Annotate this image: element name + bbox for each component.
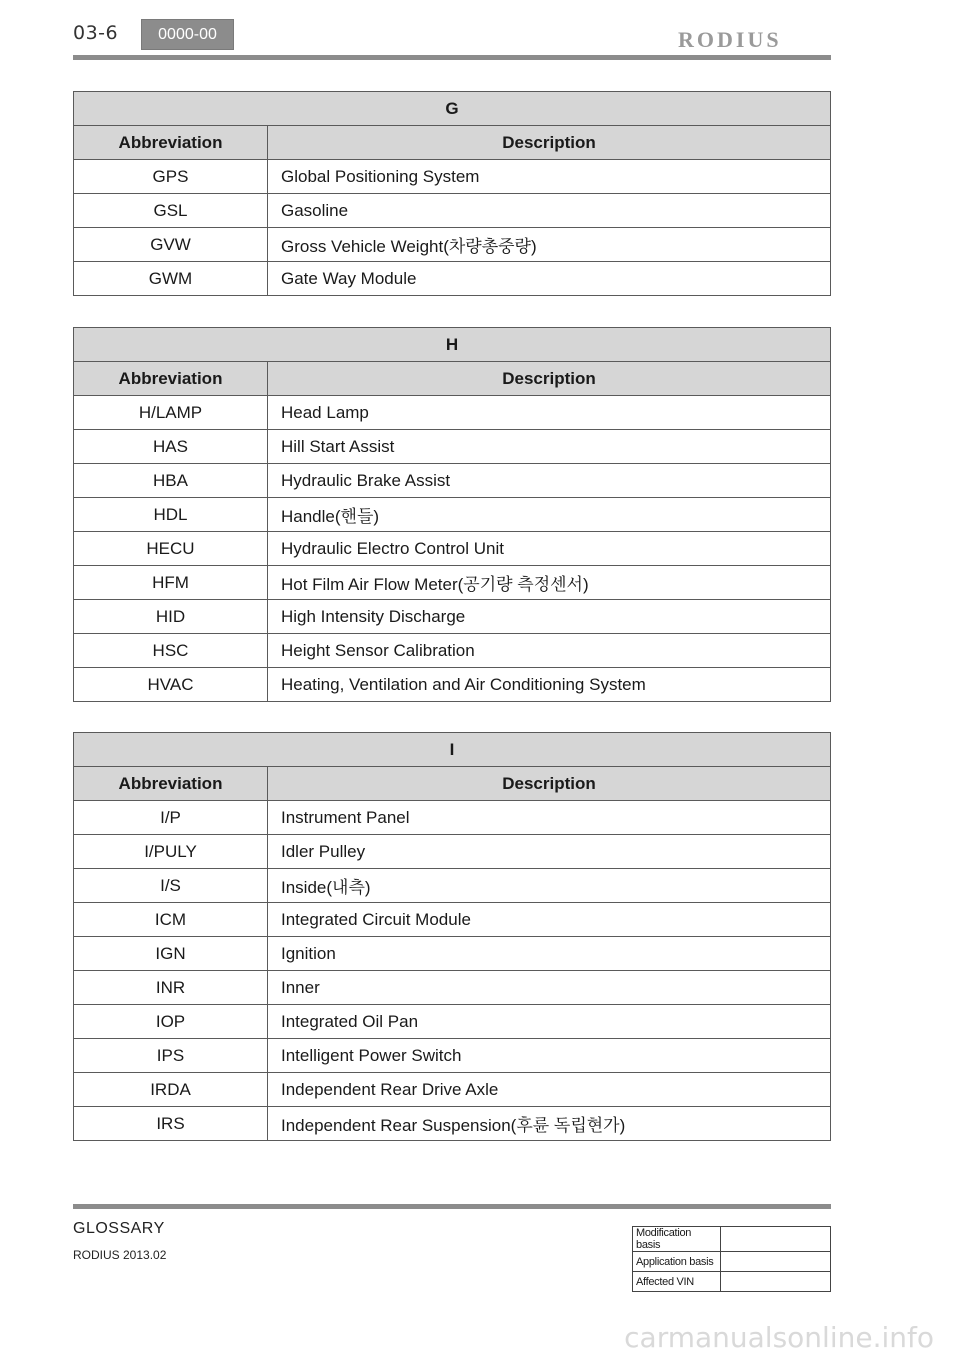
abbreviation-cell: HBA — [74, 464, 268, 498]
code-badge: 0000-00 — [141, 19, 234, 50]
basis-table — [632, 1226, 831, 1292]
table-row — [74, 971, 831, 1005]
table-row — [74, 1005, 831, 1039]
abbreviation-cell: IRDA — [74, 1073, 268, 1107]
abbreviation-cell: HFM — [74, 566, 268, 600]
description-cell: Independent Rear Suspension(후륜 독립현가) — [268, 1107, 831, 1141]
footer-title: GLOSSARY — [73, 1220, 165, 1237]
table-row — [74, 801, 831, 835]
table-row — [74, 903, 831, 937]
basis-row — [633, 1272, 831, 1292]
abbreviation-cell: IPS — [74, 1039, 268, 1073]
abbreviation-cell: I/S — [74, 869, 268, 903]
column-header-description: Description — [268, 126, 831, 160]
page-number: 03-6 — [73, 22, 119, 44]
description-cell: Heating, Ventilation and Air Conditioning System — [268, 668, 831, 702]
description-cell: Handle(핸들) — [268, 498, 831, 532]
abbreviation-cell: HAS — [74, 430, 268, 464]
description-cell: Head Lamp — [268, 396, 831, 430]
table-row — [74, 498, 831, 532]
column-header-description: Description — [268, 362, 831, 396]
basis-row — [633, 1227, 831, 1252]
table-row — [74, 430, 831, 464]
table-row — [74, 835, 831, 869]
glossary-table-g — [73, 91, 831, 296]
description-cell: Intelligent Power Switch — [268, 1039, 831, 1073]
abbreviation-cell: IGN — [74, 937, 268, 971]
description-cell: Hydraulic Brake Assist — [268, 464, 831, 498]
description-cell: Hot Film Air Flow Meter(공기량 측정센서) — [268, 566, 831, 600]
abbreviation-cell: HECU — [74, 532, 268, 566]
table-row — [74, 532, 831, 566]
glossary-table-i — [73, 732, 831, 1141]
description-cell: Ignition — [268, 937, 831, 971]
abbreviation-cell: IOP — [74, 1005, 268, 1039]
section-letter: I — [74, 733, 831, 767]
description-cell: Instrument Panel — [268, 801, 831, 835]
watermark: carmanualsonline.info — [624, 1321, 934, 1354]
description-cell: Idler Pulley — [268, 835, 831, 869]
table-row — [74, 464, 831, 498]
basis-value — [721, 1272, 831, 1292]
abbreviation-cell: GSL — [74, 194, 268, 228]
column-header-abbreviation: Abbreviation — [74, 126, 268, 160]
table-row — [74, 1073, 831, 1107]
description-cell: Global Positioning System — [268, 160, 831, 194]
abbreviation-cell: H/LAMP — [74, 396, 268, 430]
description-cell: Gasoline — [268, 194, 831, 228]
abbreviation-cell: INR — [74, 971, 268, 1005]
basis-row — [633, 1252, 831, 1272]
description-cell: Independent Rear Drive Axle — [268, 1073, 831, 1107]
description-cell: Height Sensor Calibration — [268, 634, 831, 668]
basis-label: Modification basis — [633, 1227, 721, 1252]
description-cell: Gate Way Module — [268, 262, 831, 296]
table-row — [74, 668, 831, 702]
section-letter: H — [74, 328, 831, 362]
description-cell: Hydraulic Electro Control Unit — [268, 532, 831, 566]
glossary-table-h — [73, 327, 831, 702]
column-header-abbreviation: Abbreviation — [74, 362, 268, 396]
abbreviation-cell: GPS — [74, 160, 268, 194]
abbreviation-cell: HVAC — [74, 668, 268, 702]
column-header-description: Description — [268, 767, 831, 801]
abbreviation-cell: IRS — [74, 1107, 268, 1141]
table-row — [74, 869, 831, 903]
table-row — [74, 262, 831, 296]
description-cell: Integrated Oil Pan — [268, 1005, 831, 1039]
abbreviation-cell: I/PULY — [74, 835, 268, 869]
basis-label: Application basis — [633, 1252, 721, 1272]
basis-value — [721, 1227, 831, 1252]
table-row — [74, 600, 831, 634]
table-row — [74, 228, 831, 262]
abbreviation-cell: HSC — [74, 634, 268, 668]
footer-subtitle: RODIUS 2013.02 — [73, 1248, 167, 1262]
abbreviation-cell: GVW — [74, 228, 268, 262]
table-row — [74, 566, 831, 600]
table-row — [74, 194, 831, 228]
abbreviation-cell: I/P — [74, 801, 268, 835]
abbreviation-cell: HID — [74, 600, 268, 634]
table-row — [74, 937, 831, 971]
description-cell: Hill Start Assist — [268, 430, 831, 464]
description-cell: Integrated Circuit Module — [268, 903, 831, 937]
column-header-abbreviation: Abbreviation — [74, 767, 268, 801]
description-cell: Gross Vehicle Weight(차량총중량) — [268, 228, 831, 262]
abbreviation-cell: HDL — [74, 498, 268, 532]
table-row — [74, 396, 831, 430]
rodius-logo: RODIUS — [678, 27, 782, 52]
table-row — [74, 160, 831, 194]
abbreviation-cell: GWM — [74, 262, 268, 296]
header-divider — [73, 55, 831, 60]
description-cell: Inside(내측) — [268, 869, 831, 903]
table-row — [74, 1039, 831, 1073]
footer-divider — [73, 1204, 831, 1209]
basis-value — [721, 1252, 831, 1272]
page-header — [0, 0, 960, 62]
basis-label: Affected VIN — [633, 1272, 721, 1292]
description-cell: High Intensity Discharge — [268, 600, 831, 634]
table-row — [74, 1107, 831, 1141]
abbreviation-cell: ICM — [74, 903, 268, 937]
description-cell: Inner — [268, 971, 831, 1005]
section-letter: G — [74, 92, 831, 126]
table-row — [74, 634, 831, 668]
